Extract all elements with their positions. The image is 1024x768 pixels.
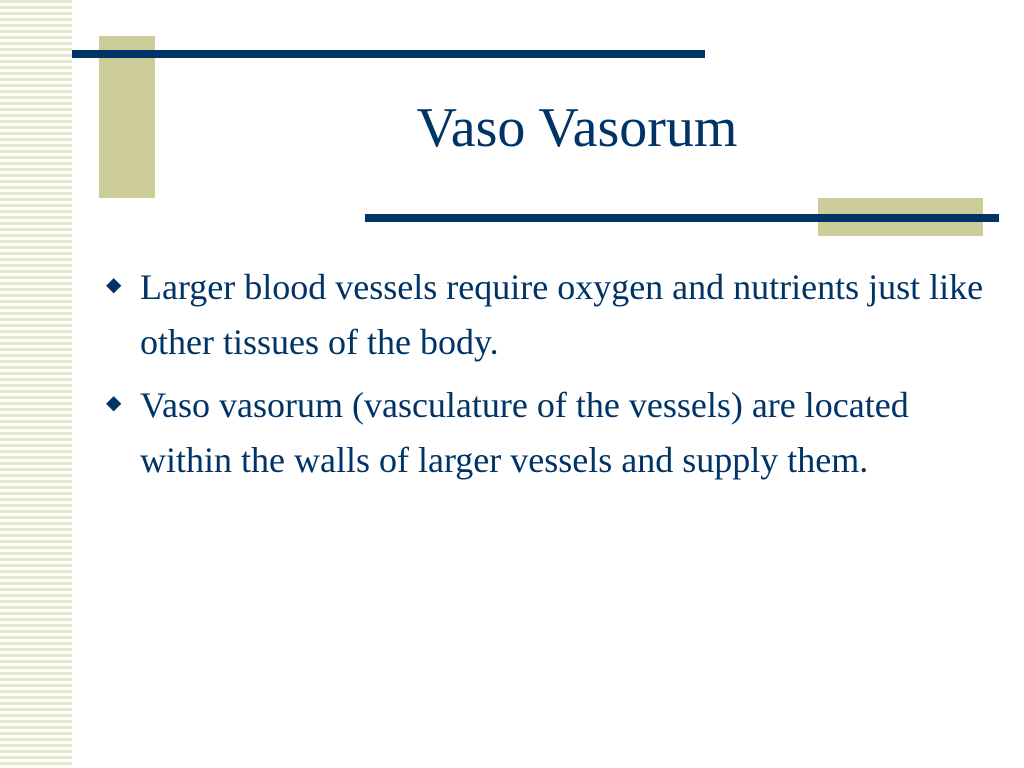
- title-rule-bottom: [365, 214, 999, 222]
- bullet-text: Larger blood vessels require oxygen and nutrients just like other tissues of the body.: [140, 267, 984, 362]
- title-rule-top: [72, 50, 705, 58]
- diamond-bullet-icon: ◆: [106, 392, 122, 414]
- bullet-item: [104, 260, 984, 370]
- slide-title: Vaso Vasorum: [416, 97, 738, 159]
- bullet-item: [104, 378, 984, 488]
- bullet-text: Vaso vasorum (vasculature of the vessels) are located within the walls of larger vessels and supply them.: [140, 385, 909, 480]
- bullet-list: [104, 260, 984, 496]
- title-accent-block: [99, 36, 155, 198]
- diamond-bullet-icon: ◆: [106, 274, 122, 296]
- left-stripe-decoration: [0, 0, 72, 768]
